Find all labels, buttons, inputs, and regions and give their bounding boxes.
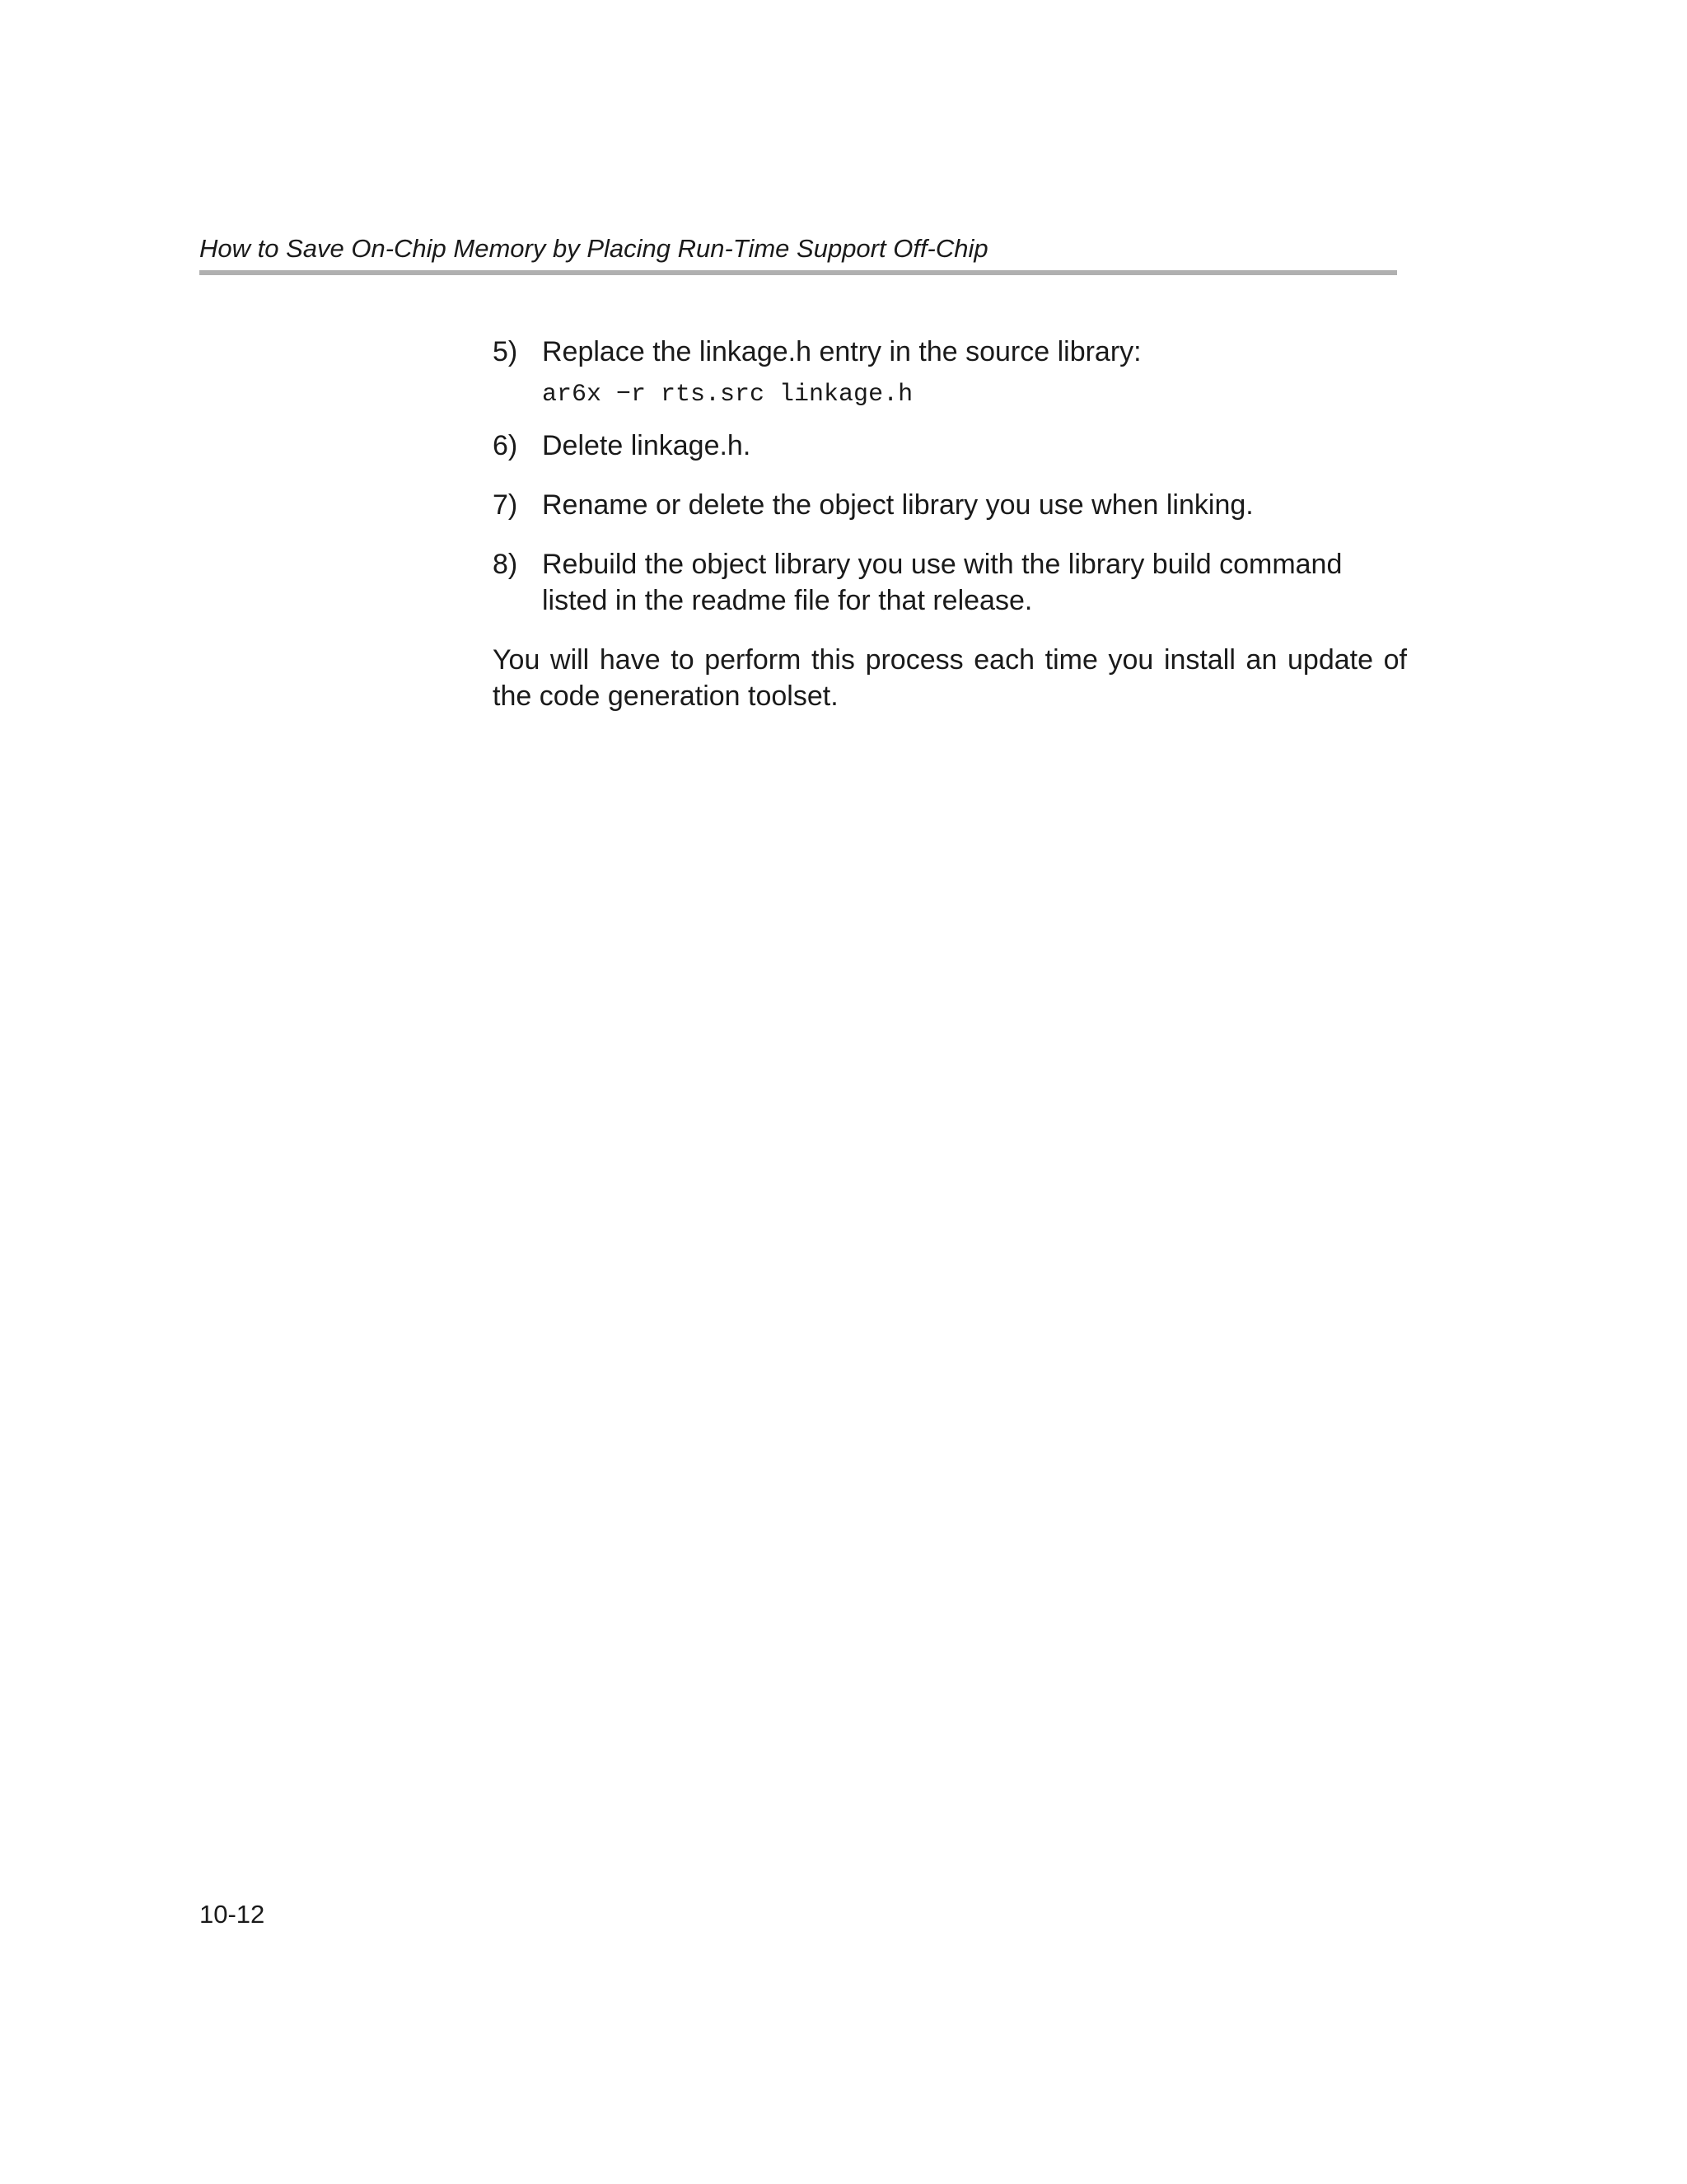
step-6 <box>493 428 1407 464</box>
step-text: Rename or delete the object library you use when linking. <box>542 489 1254 521</box>
step-number: 5) <box>493 336 518 367</box>
running-header: How to Save On-Chip Memory by Placing Run-Time Support Off-Chip <box>199 234 988 263</box>
step-number: 7) <box>493 489 518 521</box>
page-number: 10-12 <box>199 1900 265 1929</box>
header-rule <box>199 270 1397 275</box>
step-5 <box>493 334 1407 409</box>
step-8 <box>493 546 1407 619</box>
step-7 <box>493 487 1407 523</box>
step-number: 8) <box>493 549 518 580</box>
code-command: ar6x −r rts.src linkage.h <box>542 381 914 409</box>
main-content <box>493 334 1407 742</box>
step-text: Rebuild the object library you use with the library build command listed in the readme file for that release. <box>542 549 1343 616</box>
step-text: Replace the linkage.h entry in the source library: <box>542 336 1142 367</box>
step-text: Delete linkage.h. <box>542 430 751 461</box>
step-number: 6) <box>493 430 518 461</box>
closing-paragraph: You will have to perform this process each time you install an update of the code generation toolset. <box>493 644 1407 712</box>
